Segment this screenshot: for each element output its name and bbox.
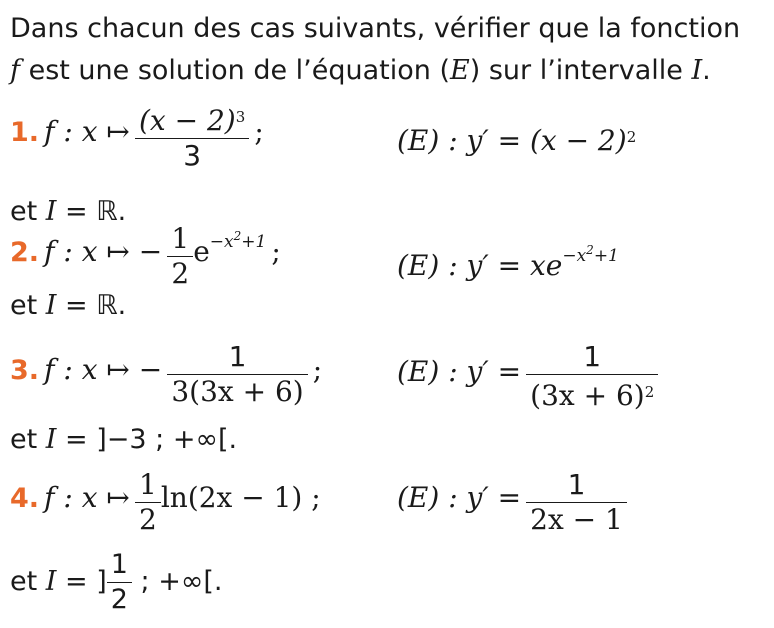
item-3-eq-fraction: $\frac{1}{(3x + 6)^2}$ — [526, 340, 658, 413]
item-1-equation: (E) : $y' = (x - 2)^2$ — [397, 124, 637, 157]
item-3-fraction: $\frac{1}{3(3x + 6)}$ — [167, 340, 307, 409]
item-2-fraction: $\frac{1}{2}$ — [167, 222, 193, 291]
intro-line-1: Dans chacun des cas suivants, vérifier que la fonction — [10, 13, 741, 44]
intro-line-2: f est une solution de l’équation (E) sur l’intervalle I. — [10, 55, 711, 86]
item-3-equation: (E) : y′ = $\frac{1}{(3x + 6)^2}$ — [397, 340, 658, 413]
item-2-interval: et I = ℝ. — [10, 290, 127, 321]
item-4-equation: (E) : y′ = $\frac{1}{2x - 1}$ — [397, 468, 627, 537]
item-3-interval: et I = ]−3 ; +∞[. — [10, 424, 238, 455]
item-4-interval: et I = ] $\frac{1}{2}$ ; +∞[. — [10, 549, 223, 615]
item-4-function: 4. f : x ↦ $\frac{1}{2}$ ln(2x − 1) ; — [10, 468, 321, 536]
item-2-function: 2. f : x ↦ − $\frac{1}{2}$ $e-x^2+1$ ; — [10, 222, 281, 290]
item-4-fraction: $\frac{1}{2}$ — [135, 468, 161, 537]
item-1-interval: et I = ℝ. — [10, 196, 127, 227]
item-1-function: 1. f : x ↦ $\frac{(x - 2)^3}{3}$ ; — [10, 100, 264, 173]
item-4-interval-fraction: $\frac{1}{2}$ — [107, 548, 132, 617]
item-1-fraction: $\frac{(x - 2)^3}{3}$ — [135, 100, 249, 173]
item-3-function: 3. f : x ↦ − $\frac{1}{3(3x + 6)}$ ; — [10, 340, 323, 408]
item-2-equation: (E) : $y' = xe^{-x^2+1}$ — [397, 243, 619, 282]
item-4-eq-fraction: $\frac{1}{2x - 1}$ — [526, 468, 627, 537]
